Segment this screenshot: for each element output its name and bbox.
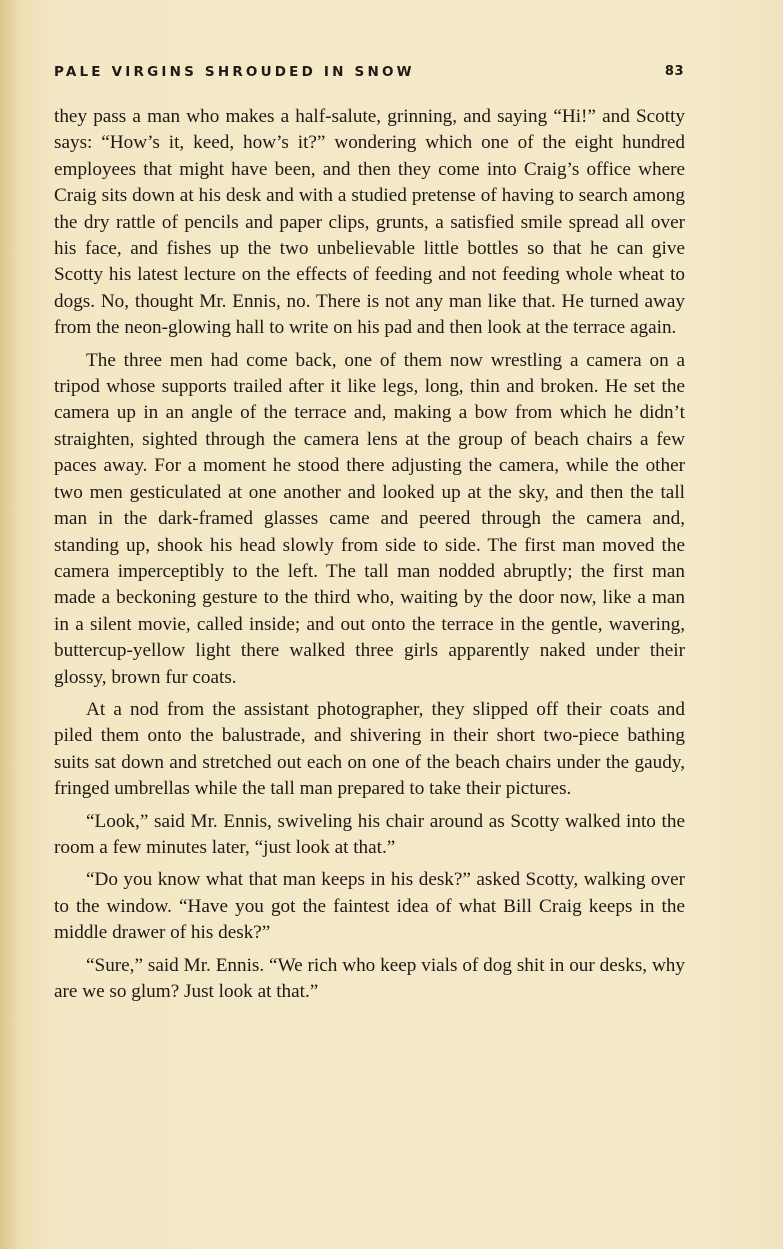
running-title: PALE VIRGINS SHROUDED IN SNOW bbox=[54, 64, 415, 80]
paragraph-6: “Sure,” said Mr. Ennis. “We rich who keep vials of dog shit in our desks, why are we so glum? Just look at that.” bbox=[54, 954, 685, 1002]
page-number: 83 bbox=[664, 64, 684, 79]
page-gutter-shadow bbox=[0, 0, 18, 1249]
paragraph-2: The three men had come back, one of them now wrestling a camera on a tripod whose supports trailed after it like legs, long, thin and broken. He set the camera up in an angle of the terrace and, making a bow from which he didn’t straighten, sighted through the camera lens at the group of beach chairs a few paces away. For a moment he stood there adjusting the camera, while the other two men gesticulated at one another and looked up at the sky, and then the tall man in the dark-framed glasses came and peered through the camera and, standing up, shook his head slowly from side to side. The first man moved the camera imperceptibly to the left. The tall man nodded abruptly; the first man made a beckoning gesture to the third who, waiting by the door now, like a man in a silent movie, called inside; and out onto the terrace in the gentle, wavering, buttercup-yellow light there walked three girls apparently naked under their glossy, brown fur coats. bbox=[54, 349, 685, 688]
running-head bbox=[54, 64, 684, 84]
paragraph-5: “Do you know what that man keeps in his desk?” asked Scotty, walking over to the window. “Have you got the faintest idea of what Bill Craig keeps in the middle drawer of his desk?” bbox=[54, 869, 685, 944]
paragraph-4: “Look,” said Mr. Ennis, swiveling his chair around as Scotty walked into the room a few minutes later, “just look at that.” bbox=[54, 810, 685, 858]
paragraph-3: At a nod from the assistant photographer, they slipped off their coats and piled them onto the balustrade, and shivering in their short two-piece bathing suits sat down and stretched out each on one of the beach chairs under the gaudy, fringed umbrellas while the tall man prepared to take their pictures. bbox=[54, 698, 685, 800]
body-text bbox=[54, 104, 685, 1011]
paragraph-1: they pass a man who makes a half-salute, grinning, and saying “Hi!” and Scotty says: “How’s it, keed, how’s it?” wondering which one of the eight hundred employees that might have been, and then they come into Craig’s office where Craig sits down at his desk and with a studied pretense of having to search among the dry rattle of pencils and paper clips, grunts, a satisfied smile spread all over his face, and fishes up the two unbelievable little bottles so that he can give Scotty his latest lecture on the effects of feeding and not feeding whole wheat to dogs. No, thought Mr. Ennis, no. There is not any man like that. He turned away from the neon-glowing hall to write on his pad and then look at the terrace again. bbox=[54, 106, 685, 339]
